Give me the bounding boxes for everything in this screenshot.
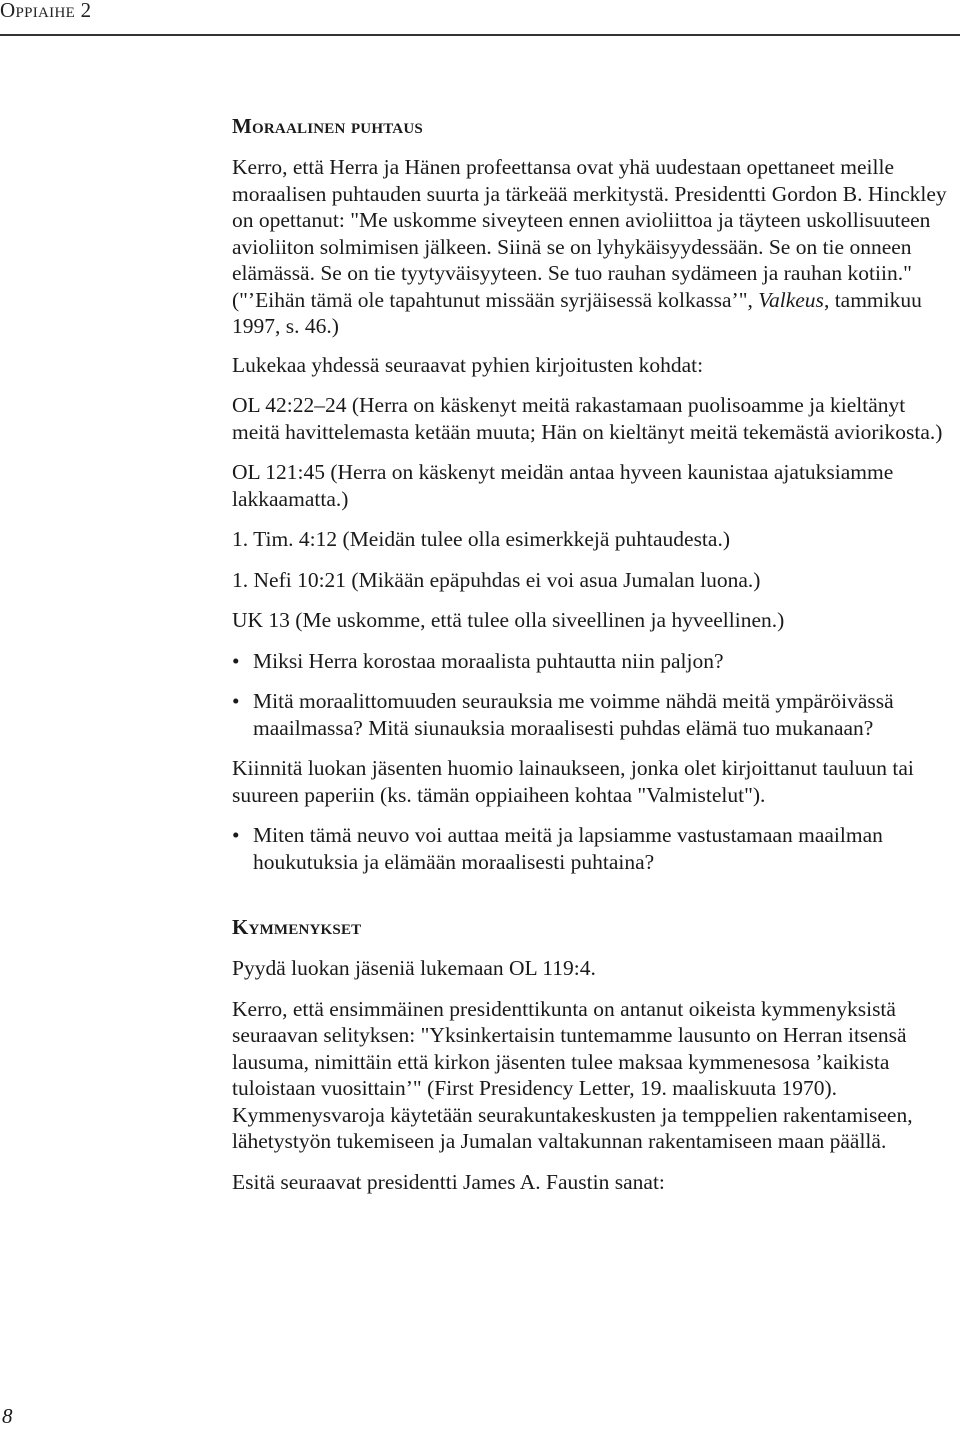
source-title: Valkeus [758,287,824,312]
discussion-question: • Miksi Herra korostaa moraalista puhtautta niin paljon? [232,648,956,675]
scripture-reference: 1. Nefi 10:21 (Mikään epäpuhdas ei voi asua Jumalan luona.) [232,567,761,592]
page-number: 8 [2,1404,13,1428]
intro-paragraph [232,154,956,340]
running-header: Oppiaihe 2 [0,0,92,22]
tithing-explanation: Kerro, että ensimmäinen presidenttikunta on antanut oikeista kymmenyksistä seuraavan selityksen: "Yksinkertaisin tuntemamme lausunto on Herran itsensä lausuma, nimittäin että kirkon jäsenten tulee maksaa kymmenesosa ’kaikista tuloistaan vuosittain’" (First Presidency Letter, 19. maaliskuuta 1970). Kymmenysvaroja käytetään seurakuntakeskusten ja temppelien rakentamiseen, lähetystyön tukemiseen ja Jumalan valtakunnan rakentamiseen maan päällä. [232,996,913,1153]
header-rule [0,34,960,36]
intro-text: Kerro, että Herra ja Hänen profeettansa ovat yhä uudestaan opettaneet meille moraalisen puhtauden suurta ja tärkeää merkitystä. Presidentti Gordon B. Hinckley on opettanut: "Me uskomme siveyteen ennen avioliittoa ja täyteen uskollisuuteen avioliiton solmimisen jälkeen. Siinä se on lyhykäisyydessään. Se on tie onneen elämässä. Se on tie tyytyväisyyteen. Se tuo rauhan sydämeen ja rauhan kotiin." ("’Eihän tämä ole tapahtunut missään syrjäisessä kolkassa’", [232,155,947,312]
scripture-reference: OL 121:45 (Herra on käskenyt meidän antaa hyveen kaunistaa ajatuksiamme lakkaamatta.) [232,460,894,511]
scripture-intro: Lukekaa yhdessä seuraavat pyhien kirjoitusten kohdat: [232,352,704,377]
discussion-question: • Mitä moraalittomuuden seurauksia me voimme nähdä meitä ympäröivässä maailmassa? Mitä siunauksia moraalisesti puhdas elämä tuo mukanaan? [232,688,956,741]
scripture-reference: OL 42:22–24 (Herra on käskenyt meitä rakastamaan puolisoamme ja kieltänyt meitä havittelemasta ketään muuta; Hän on kieltänyt meitä tekemästä aviorikosta.) [232,393,943,444]
discussion-question: • Miten tämä neuvo voi auttaa meitä ja lapsiamme vastustamaan maailman houkutuksia ja elämään moraalisesti puhtaina? [232,822,956,875]
instruction-paragraph: Kiinnitä luokan jäsenten huomio lainaukseen, jonka olet kirjoittanut tauluun tai suureen paperiin (ks. tämän oppiaiheen kohtaa "Valmistelut"). [232,756,914,807]
quote-intro: Esitä seuraavat presidentti James A. Faustin sanat: [232,1169,665,1194]
scripture-reference: 1. Tim. 4:12 (Meidän tulee olla esimerkkejä puhtaudesta.) [232,527,730,551]
page-content [232,112,956,1209]
source-detail: , tammikuu 1997, s. 46.) [232,287,922,338]
tithing-instruction: Pyydä luokan jäseniä lukemaan OL 119:4. [232,956,596,980]
section-title-moral-purity: Moraalinen puhtaus [232,114,423,138]
scripture-reference: UK 13 (Me uskomme, että tulee olla siveellinen ja hyveellinen.) [232,608,785,632]
section-title-tithing: Kymmenykset [232,915,362,939]
